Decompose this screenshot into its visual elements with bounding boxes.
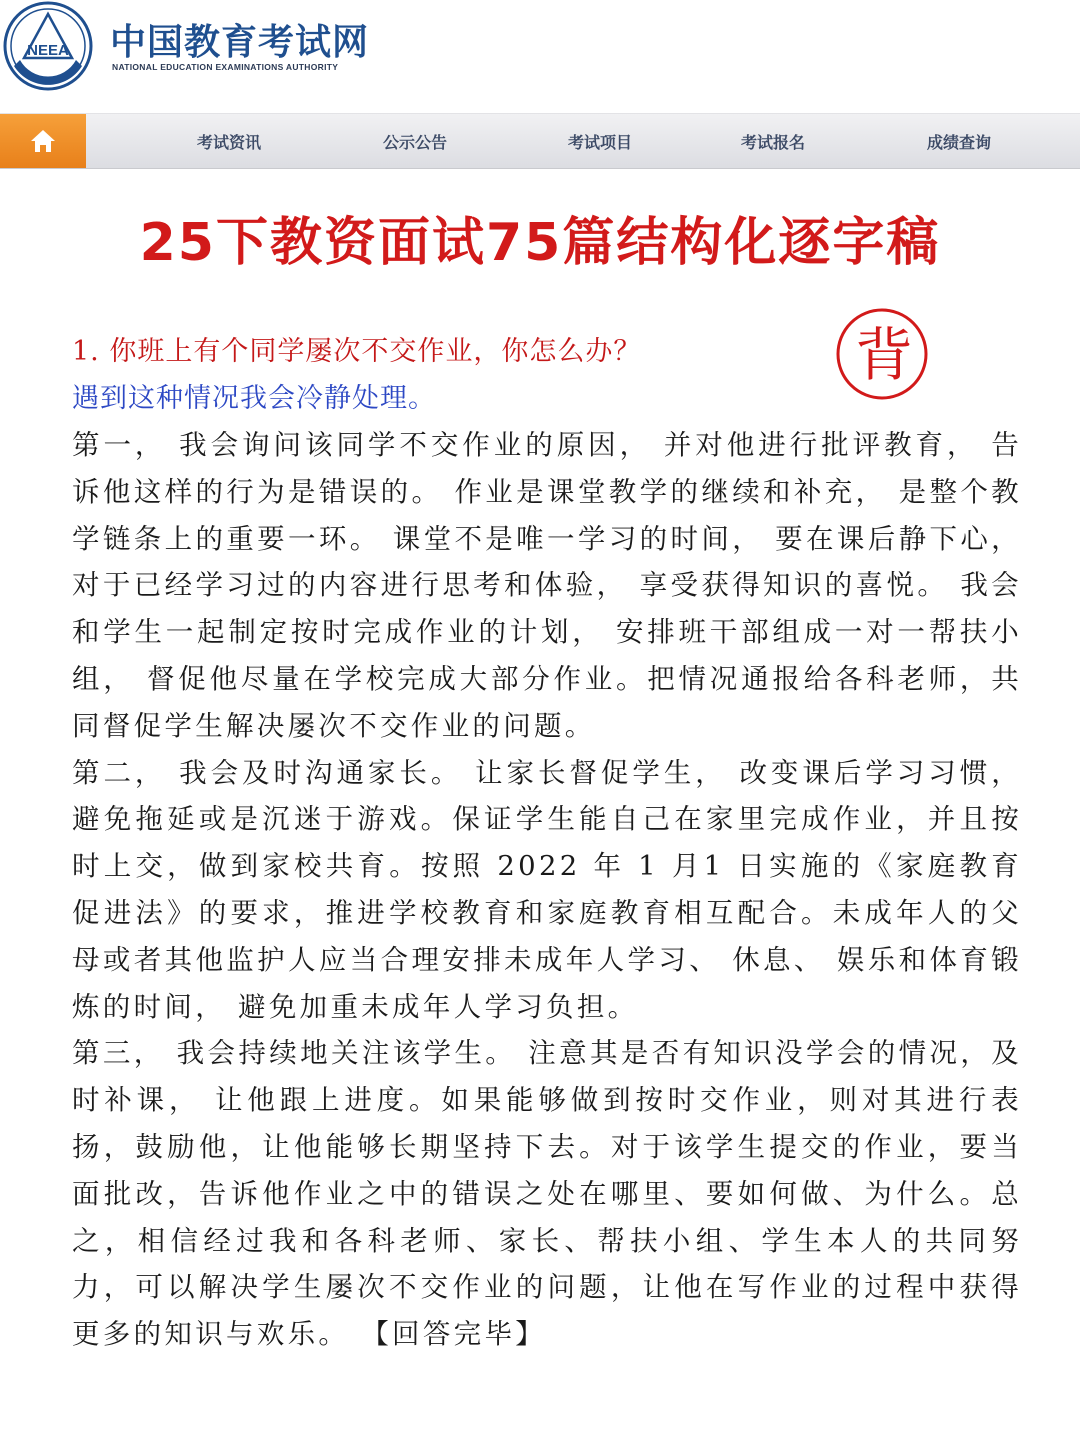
home-icon xyxy=(29,128,57,154)
seal-char: 背 xyxy=(854,321,914,389)
nav-item-announcements[interactable]: 公示公告 xyxy=(383,133,448,152)
answer-lead: 遇到这种情况我会冷静处理。 xyxy=(72,383,436,414)
nav-item-exam-news[interactable]: 考试资讯 xyxy=(197,133,262,152)
nav-item-exam-programs[interactable]: 考试项目 xyxy=(568,133,633,152)
site-logo-subtitle: NATIONAL EDUCATION EXAMINATIONS AUTHORITY xyxy=(112,62,339,72)
nav-item-registration[interactable]: 考试报名 xyxy=(741,133,806,152)
main-nav xyxy=(0,113,1080,169)
emblem-text: NEEA xyxy=(27,42,69,59)
answer-paragraph-2: 第二， 我会及时沟通家长。 让家长督促学生， 改变课后学习习惯， 避免拖延或是沉迷于游戏。保证学生能自己在家里完成作业，并且按时上交，做到家校共育。按照 2022 年 1 月1 日实施的《家庭教育促进法》的要求，推进学校教育和家庭教育相互配合。未成年人的父母或者其他监护人应当合理安排未成年人学习、 休息、 娱乐和体育锻炼的时间， 避免加重未成年人学习负担。 xyxy=(72,756,1022,1023)
answer-content xyxy=(72,328,1022,1358)
site-header xyxy=(0,0,1080,110)
page-title: 25下教资面试75篇结构化逐字稿 xyxy=(139,213,941,273)
question-heading: 1. 你班上有个同学屡次不交作业，你怎么办？ xyxy=(72,336,642,367)
site-logo-title[interactable]: 中国教育考试网 xyxy=(110,22,370,63)
answer-paragraph-3: 第三， 我会持续地关注该学生。 注意其是否有知识没学会的情况，及时补课， 让他跟上进度。如果能够做到按时交作业，则对其进行表扬，鼓励他，让他能够长期坚持下去。对于该学生提交的作业，要当面批改，告诉他作业之中的错误之处在哪里、要如何做、为什么。总之，相信经过我和各科老师、家长、帮扶小组、学生本人的共同努力，可以解决学生屡次不交作业的问题，让他在写作业的过程中获得更多的知识与欢乐。 【回答完毕】 xyxy=(72,1037,1022,1351)
nav-item-score-query[interactable]: 成绩查询 xyxy=(927,133,992,152)
home-button[interactable] xyxy=(0,114,86,168)
answer-paragraph-1: 第一， 我会询问该同学不交作业的原因， 并对他进行批评教育， 告诉他这样的行为是错误的。 作业是课堂教学的继续和补充， 是整个教学链条上的重要一环。 课堂不是唯一学习的时间， 要在课后静下心， 对于已经学习过的内容进行思考和体验， 享受获得知识的喜悦。 我会和学生一起制定按时完成作业的计划， 安排班干部组成一对一帮扶小组， 督促他尽量在学校完成大部分作业。把情况通报给各科老师，共同督促学生解决屡次不交作业的问题。 xyxy=(72,429,1022,742)
neea-emblem-icon xyxy=(2,0,94,92)
